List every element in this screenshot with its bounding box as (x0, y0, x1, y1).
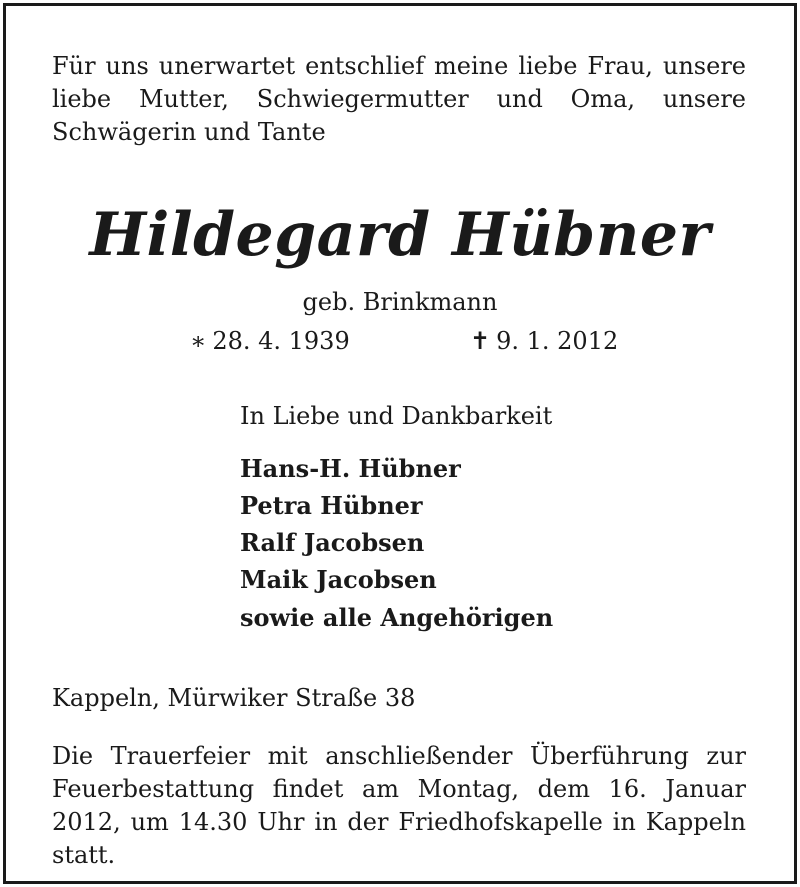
other-relatives-line: sowie alle Angehörigen (240, 603, 554, 632)
mourner-name: Petra Hübner (240, 491, 423, 520)
birth-date: 28. 4. 1939 (212, 327, 350, 355)
death-date: 9. 1. 2012 (496, 327, 619, 355)
mourner-name: Hans-H. Hübner (240, 454, 461, 483)
funeral-details: Die Trauerfeier mit anschließender Überführung zur Feuerbestattung findet am Montag, dem 16. Januar 2012, um 14.30 Uhr in der Friedhofskapelle in Kappeln statt. (52, 742, 746, 869)
intro-text: Für uns unerwartet entschlief meine liebe Frau, unsere liebe Mutter, Schwiegermutter und Oma, unsere Schwägerin und Tante (52, 52, 746, 146)
maiden-name: geb. Brinkmann (302, 288, 498, 316)
mourner-name: Maik Jacobsen (240, 565, 437, 594)
death-cross-icon: ✝ (470, 327, 491, 355)
birth-star-icon: ∗ (190, 327, 207, 355)
deceased-name: Hildegard Hübner (89, 200, 711, 270)
birth-date-line (190, 325, 350, 357)
gratitude-line: In Liebe und Dankbarkeit (240, 402, 553, 430)
mourner-name: Ralf Jacobsen (240, 528, 425, 557)
death-date-line (470, 325, 618, 357)
address: Kappeln, Mürwiker Straße 38 (52, 684, 416, 712)
mourners-list (240, 450, 461, 598)
